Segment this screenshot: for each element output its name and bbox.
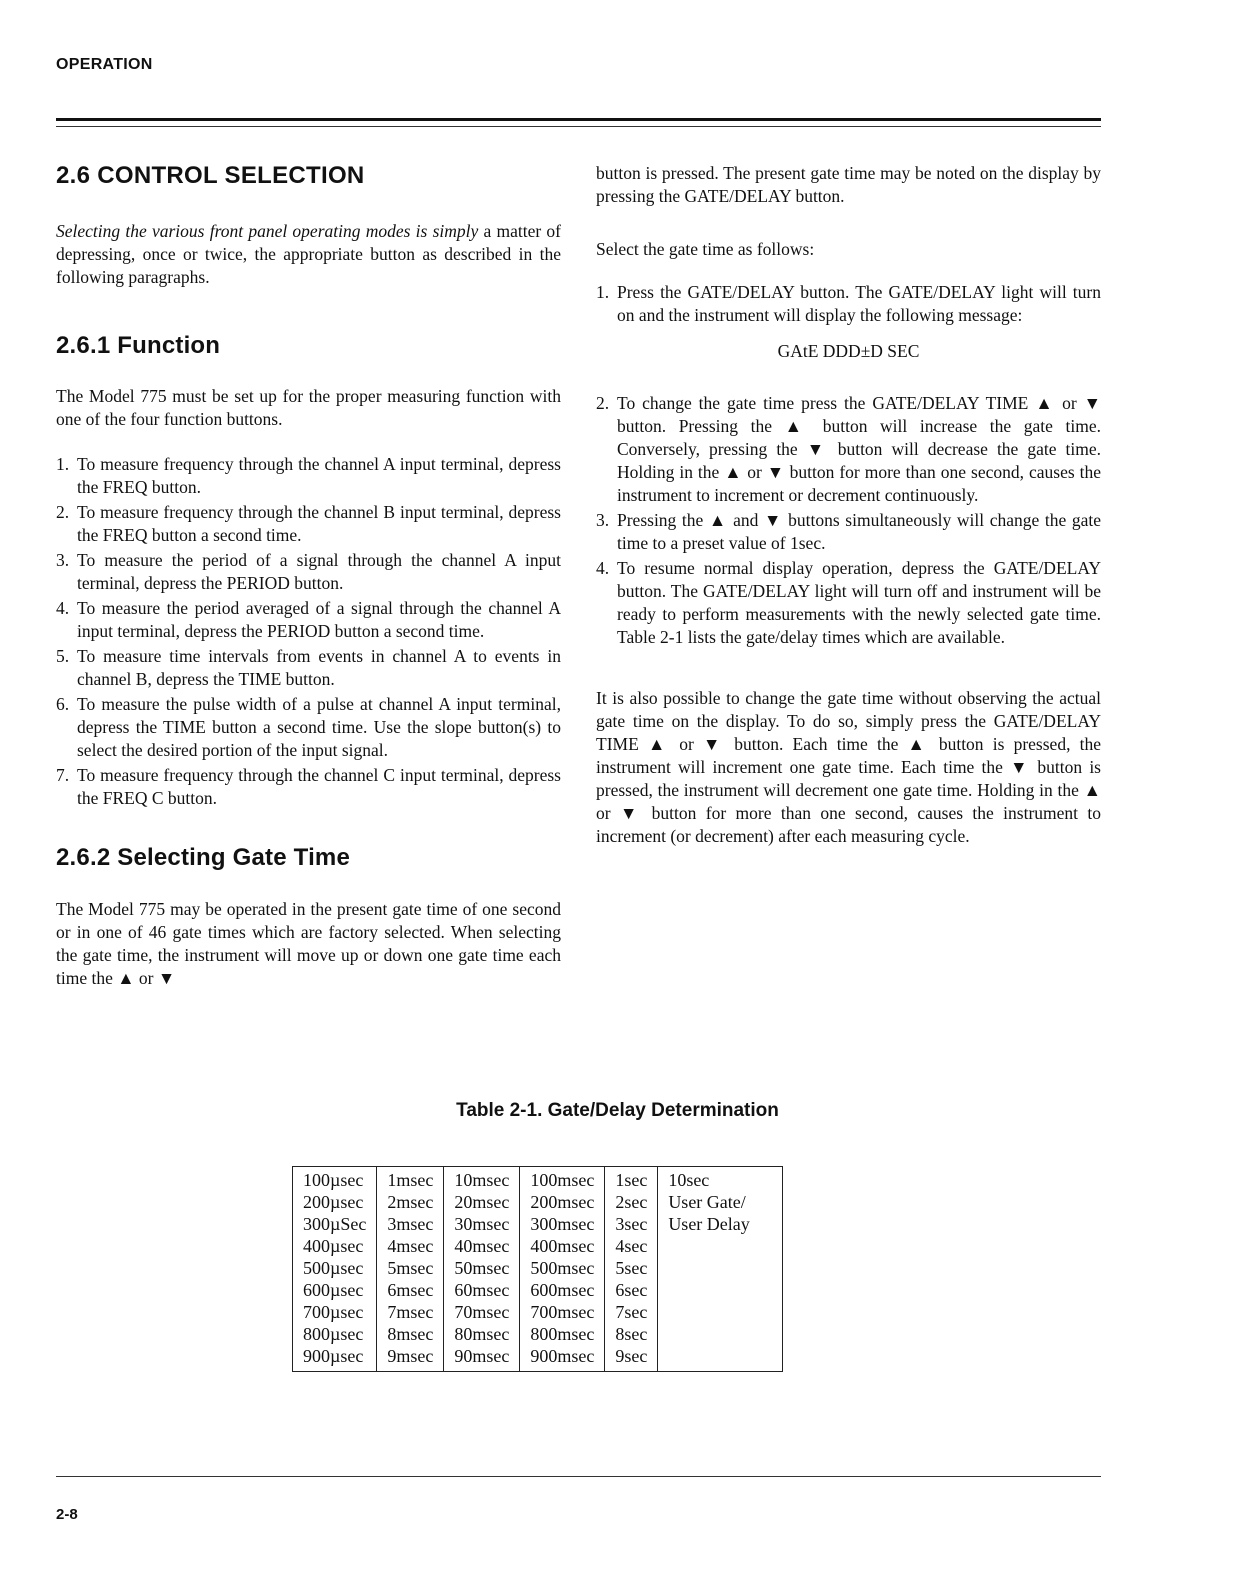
table-cell: 80msec (444, 1323, 520, 1345)
table-cell: 100µsec (293, 1167, 377, 1192)
table-cell: 600msec (520, 1279, 605, 1301)
table-title: Table 2-1. Gate/Delay Determination (456, 1100, 779, 1121)
table-cell: 500µsec (293, 1257, 377, 1279)
list-item: 1. To measure frequency through the channel A input terminal, depress the FREQ button. (56, 454, 561, 497)
running-head: OPERATION (56, 56, 153, 73)
table-row (293, 1257, 783, 1279)
table-cell: 10sec (658, 1167, 783, 1192)
gate-step-1 (596, 281, 1101, 327)
function-steps (56, 453, 561, 810)
left-column (56, 150, 561, 990)
table-cell: 900µsec (293, 1345, 377, 1372)
table-cell: 70msec (444, 1301, 520, 1323)
table-cell: 600µsec (293, 1279, 377, 1301)
table-cell: 90msec (444, 1345, 520, 1372)
table-cell: 3sec (605, 1213, 658, 1235)
gate-time-title: 2.6.2 Selecting Gate Time (56, 844, 351, 871)
table-cell: 7sec (605, 1301, 658, 1323)
table-cell: 9sec (605, 1345, 658, 1372)
intro-paragraph (56, 220, 561, 289)
closing-paragraph: It is also possible to change the gate time without observing the actual gate time on the display. To do so, simply press the GATE/DELAY TIME ▲ or ▼ button. Each time the ▲ button is pressed, the instrument will increment one gate time. Each time the ▼ button is pressed, the instrument will decrement one gate time. Holding in the ▲ or ▼ button for more than one second, causes the instrument to increment (or decrement) after each measuring cycle. (596, 688, 1101, 846)
table-cell: 700msec (520, 1301, 605, 1323)
table-cell: 400µsec (293, 1235, 377, 1257)
select-intro: Select the gate time as follows: (596, 239, 815, 259)
header-rule-thin (56, 126, 1101, 127)
table-row (293, 1213, 783, 1235)
table-cell: 3msec (377, 1213, 444, 1235)
list-item: 3. Pressing the ▲ and ▼ buttons simultaneously will change the gate time to a preset value of 1sec. (596, 510, 1101, 553)
list-item: 2. To change the gate time press the GATE/DELAY TIME ▲ or ▼ button. Pressing the ▲ button will increase the gate time. Conversely, pressing the ▼ button will decrease the gate time. Holding in the ▲ or ▼ button for more than one second, causes the instrument to increment or decrement continuously. (596, 393, 1101, 505)
table-cell: 1msec (377, 1167, 444, 1192)
table-row (293, 1345, 783, 1372)
table-cell (658, 1301, 783, 1323)
table-cell: 100msec (520, 1167, 605, 1192)
table-row (293, 1301, 783, 1323)
page-number: 2-8 (56, 1506, 78, 1523)
table-cell: 200µsec (293, 1191, 377, 1213)
gate-delay-table (292, 1166, 783, 1372)
table-cell: 60msec (444, 1279, 520, 1301)
section-title: 2.6 CONTROL SELECTION (56, 162, 365, 189)
table-row (293, 1235, 783, 1257)
table-cell: User Gate/ (658, 1191, 783, 1213)
table-cell: 30msec (444, 1213, 520, 1235)
gate-time-paragraph: The Model 775 may be operated in the present gate time of one second or in one of 46 gate times which are factory selected. When selecting the gate time, the instrument will move up or down one gate time each time the ▲ or ▼ (56, 899, 561, 988)
table-cell: 300µSec (293, 1213, 377, 1235)
table-cell: 8msec (377, 1323, 444, 1345)
function-intro: The Model 775 must be set up for the proper measuring function with one of the four function buttons. (56, 386, 561, 429)
table-row (293, 1323, 783, 1345)
table-cell: 8sec (605, 1323, 658, 1345)
table-cell (658, 1323, 783, 1345)
intro-rest: a matter of depressing, once or twice, the appropriate button as described in the following paragraphs. (56, 221, 562, 287)
table-cell (658, 1257, 783, 1279)
table-cell: 6sec (605, 1279, 658, 1301)
continued-paragraph: button is pressed. The present gate time may be noted on the display by pressing the GATE/DELAY button. (596, 163, 1101, 206)
table-cell: 500msec (520, 1257, 605, 1279)
table-row (293, 1279, 783, 1301)
table-cell: 300msec (520, 1213, 605, 1235)
list-item: 2. To measure frequency through the channel B input terminal, depress the FREQ button a second time. (56, 502, 561, 545)
table-cell: 2sec (605, 1191, 658, 1213)
intro-italic: Selecting the various front panel operating modes is simply (56, 221, 479, 241)
footer-rule (56, 1476, 1101, 1477)
table-cell: 4msec (377, 1235, 444, 1257)
list-item: 5. To measure time intervals from events in channel A to events in channel B, depress the TIME button. (56, 646, 561, 689)
table-cell: 7msec (377, 1301, 444, 1323)
table-cell (658, 1279, 783, 1301)
function-title: 2.6.1 Function (56, 332, 221, 359)
table-cell: 700µsec (293, 1301, 377, 1323)
table-cell: 1sec (605, 1167, 658, 1192)
gate-steps (596, 392, 1101, 649)
table-cell: 4sec (605, 1235, 658, 1257)
table-cell: 9msec (377, 1345, 444, 1372)
table-cell: 400msec (520, 1235, 605, 1257)
table-cell: 800msec (520, 1323, 605, 1345)
list-item: 6. To measure the pulse width of a pulse at channel A input terminal, depress the TIME button a second time. Use the slope button(s) to select the desired portion of the input signal. (56, 694, 561, 760)
list-item: 3. To measure the period of a signal through the channel A input terminal, depress the PERIOD button. (56, 550, 561, 593)
table-cell: 200msec (520, 1191, 605, 1213)
right-column (596, 150, 1101, 848)
table-cell: 10msec (444, 1167, 520, 1192)
list-item: 7. To measure frequency through the channel C input terminal, depress the FREQ C button. (56, 765, 561, 808)
table-cell: User Delay (658, 1213, 783, 1235)
table-cell (658, 1345, 783, 1372)
table-cell: 800µsec (293, 1323, 377, 1345)
table-cell: 2msec (377, 1191, 444, 1213)
table-cell: 20msec (444, 1191, 520, 1213)
table-cell: 40msec (444, 1235, 520, 1257)
table-cell: 5msec (377, 1257, 444, 1279)
list-item: 4. To measure the period averaged of a signal through the channel A input terminal, depress the PERIOD button a second time. (56, 598, 561, 641)
table-cell: 5sec (605, 1257, 658, 1279)
list-item: 4. To resume normal display operation, depress the GATE/DELAY button. The GATE/DELAY light will turn off and instrument will be ready to perform measurements with the newly selected gate time. Table 2-1 lists the gate/delay times which are available. (596, 558, 1101, 647)
list-item: 1. Press the GATE/DELAY button. The GATE/DELAY light will turn on and the instrument will display the following message: (596, 282, 1101, 325)
table-cell (658, 1235, 783, 1257)
table-cell: 6msec (377, 1279, 444, 1301)
table-cell: 900msec (520, 1345, 605, 1372)
table-row (293, 1191, 783, 1213)
header-rule (56, 118, 1101, 121)
display-message: GAtE DDD±D SEC (777, 341, 920, 361)
table-cell: 50msec (444, 1257, 520, 1279)
table-row (293, 1167, 783, 1192)
